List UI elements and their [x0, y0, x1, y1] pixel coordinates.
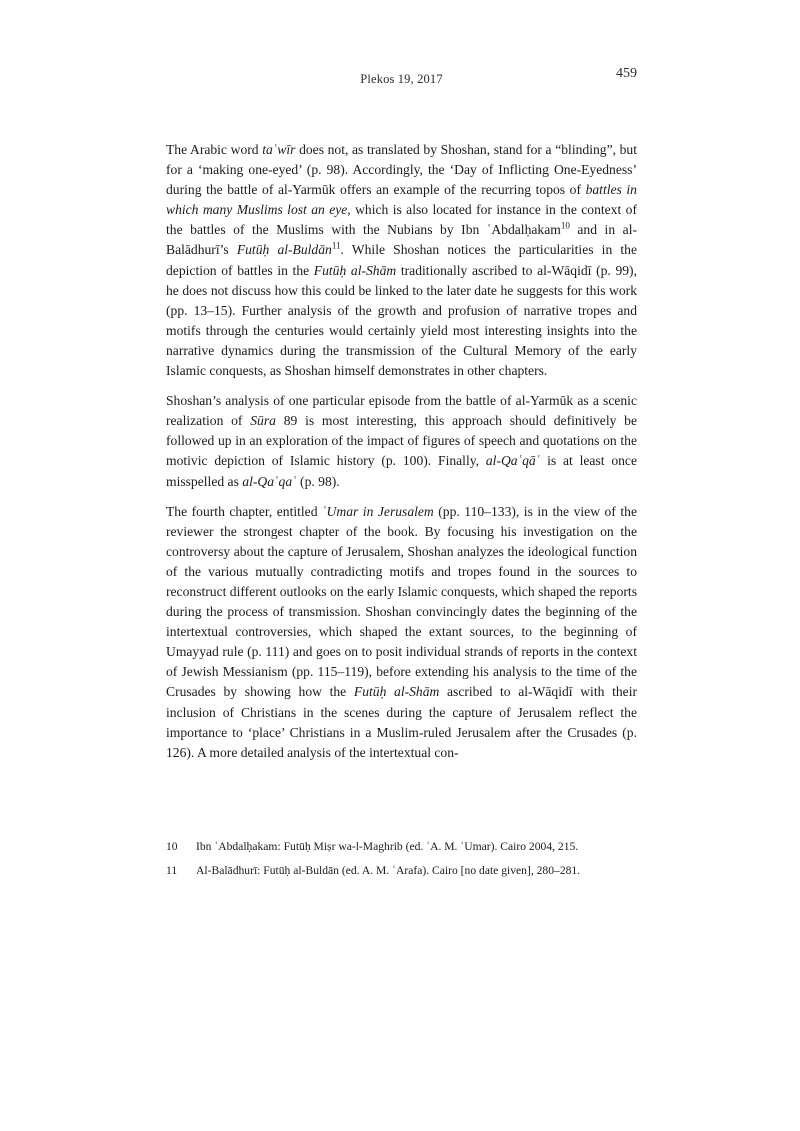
text-run: Al-Balādhurī: Futūḥ al-Buldān (ed. A. M. ʿArafa). Cairo [no date given], 280–281. — [196, 864, 581, 877]
italic-run: Futūḥ al-Buldān — [236, 242, 332, 258]
running-head — [166, 66, 637, 90]
italic-run: battles in which many Muslims lost an eye — [166, 182, 637, 218]
italic-run: al-Qaʿqāʿ — [485, 453, 541, 469]
italic-run: taʿwīr — [262, 142, 296, 157]
footnote-reference-mark: 11 — [331, 240, 341, 251]
text-run: does not, as translated by Shoshan, stand for a “blinding”, but for a ‘making one-eyed’ (p. 98). Accordingly, the ‘Day of Inflicting One-Eyedness’ during the battle of al-Yarmūk offers an example of the recurring topos of — [166, 142, 637, 198]
footnote-reference-mark: 10 — [560, 220, 570, 231]
italic-run: ʿUmar in Jerusalem — [322, 503, 434, 519]
text-run: . While Shoshan notices the particularities in the depiction of battles in the — [166, 242, 637, 278]
footnote-number: 10 — [166, 840, 178, 853]
footnote-number: 11 — [166, 864, 178, 877]
body-text-column — [166, 140, 637, 763]
text-run: The fourth chapter, entitled — [166, 503, 323, 519]
italic-run: Sūra — [250, 413, 276, 429]
italic-run: Futūḥ al-Shām — [313, 262, 397, 278]
text-run: and in al-Balādhurī’s — [166, 222, 637, 258]
text-run: (p. 98). — [296, 473, 340, 489]
text-run: traditionally ascribed to al-Wāqidī (p. 99), he does not discuss how this could be linked to the later date he suggests for this work (pp. 13–15). Further analysis of the growth and profusion of narrative tropes and motifs through the centuries would certainly yield most interesting insights into the narrative dynamics during the transmission of the Cultural Memory of the early Islamic conquests, as Shoshan himself demonstrates in other chapters. — [166, 262, 637, 379]
text-run: Shoshan’s analysis of one particular episode from the battle of al-Yarmūk as a scenic realization of — [166, 393, 637, 429]
footnote — [166, 838, 637, 855]
text-run: 89 is most interesting, this approach should definitively be followed up in an exploration of the impact of figures of speech and quotations on the motivic depiction of Islamic history (p. 100). Finally, — [166, 413, 638, 469]
text-run: Ibn ʿAbdalḥakam: Futūḥ Miṣr wa-l-Maghrib (ed. ʿA. M. ʿUmar). Cairo 2004, 215. — [196, 840, 579, 853]
text-run: , which is also located for instance in the context of the battles of the Muslims with the Nubians by Ibn ʿAbdalḥakam — [166, 202, 637, 238]
footnote — [166, 862, 637, 879]
page-number: 459 — [616, 66, 637, 81]
text-run: The Arabic word — [166, 142, 263, 157]
running-head-journal-title: Plekos 19, 2017 — [360, 72, 443, 86]
text-run: (pp. 110–133), is in the view of the reviewer the strongest chapter of the book. By focusing his investigation on the controversy about the capture of Jerusalem, Shoshan analyzes the ideological function of the various mutually contradicting motifs and tropes found in the sources to reconstruct different outlooks on the early Islamic conquests, which shaped the reports during the process of transmission. Shoshan convincingly dates the beginning of the intertextual controversies, which shaped the extant sources, to the beginning of Umayyad rule (p. 111) and goes on to posit individual strands of reports in the context of Jewish Messianism (pp. 115–119), before extending his analysis to the time of the Crusades by showing how the — [166, 503, 637, 700]
paragraph — [166, 391, 637, 491]
text-run: is at least once misspelled as — [166, 453, 637, 489]
footnote-section — [166, 826, 637, 886]
footnote-text — [196, 864, 580, 877]
footnote-text — [196, 840, 578, 853]
italic-run: al-Qaʿqaʿ — [242, 473, 297, 489]
text-run: ascribed to al-Wāqidī with their inclusion of Christians in the scenes during the capture of Jerusalem reflect the importance to ‘place’ Christians in a Muslim-ruled Jerusalem after the Crusades (p. 126). A more detailed analysis of the intertextual con- — [166, 684, 637, 760]
italic-run: Futūḥ al-Shām — [353, 684, 440, 700]
paragraph — [166, 502, 637, 763]
paragraph — [166, 140, 637, 381]
